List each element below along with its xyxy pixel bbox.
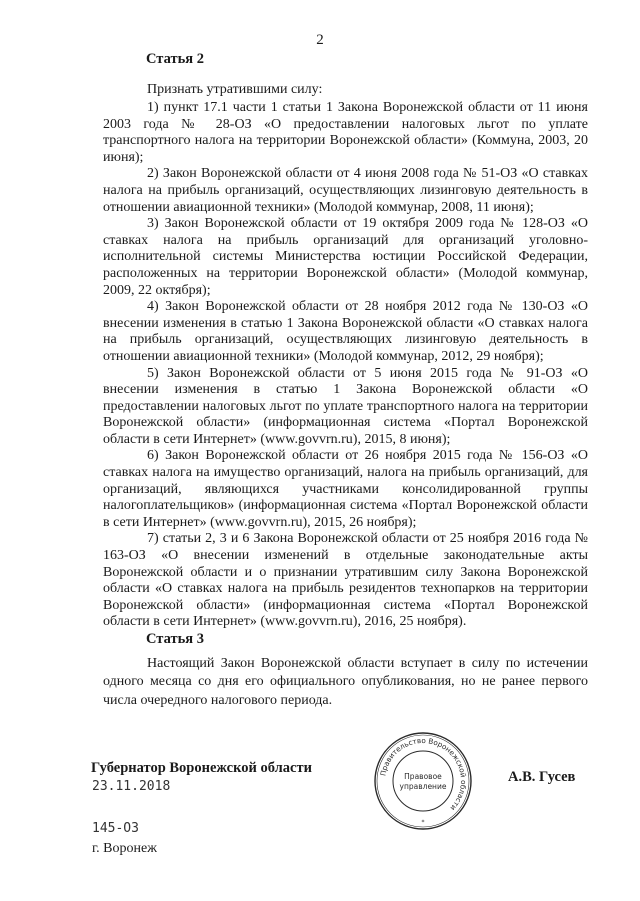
article-2-intro: Признать утратившими силу:: [147, 82, 323, 97]
stamp-outer-ring: [375, 733, 471, 829]
official-stamp: [373, 731, 473, 831]
stamp-inner-ring: [393, 751, 453, 811]
article-2-list: [103, 100, 588, 631]
law-number: 145-ОЗ: [92, 821, 139, 836]
list-item: 6) Закон Воронежской области от 26 ноября 2015 года № 156-ОЗ «О ставках налога на имущество организаций, налога на прибыль организаций, для организаций, являющихся участниками консолидированной группы налогоплательщиков» (информационная система «Портал Воронежской области в сети Интернет» (www.govvrn.ru), 2015, 26 ноября);: [103, 448, 588, 530]
stamp-ring-text: Правительство Воронежской области: [378, 735, 469, 813]
stamp-center-line-1: Правовое: [404, 772, 442, 781]
article-3-text: Настоящий Закон Воронежской области вступает в силу по истечении одного месяца со дня его официального опубликования, но не ранее первого числа очередного налогового периода.: [103, 656, 588, 708]
page-number: 2: [316, 32, 324, 48]
article-2-heading: Статья 2: [146, 51, 204, 67]
signature-city: г. Воронеж: [92, 841, 157, 856]
stamp-outer-ring-inner: [377, 735, 469, 827]
list-item: 2) Закон Воронежской области от 4 июня 2008 года № 51-ОЗ «О ставках налога на прибыль организаций, осуществляющих лизинговую деятельность в отношении авиационной техники» (Молодой коммунар, 2008, 11 июня);: [103, 166, 588, 215]
list-item: 4) Закон Воронежской области от 28 ноября 2012 года № 130-ОЗ «О внесении изменения в статью 1 Закона Воронежской области «О ставках налога на прибыль организаций, осуществляющих лизинговую деятельность в отношении авиационной техники» (Молодой коммунар, 2012, 29 ноября);: [103, 299, 588, 364]
signatory-name: А.В. Гусев: [508, 769, 576, 785]
list-item: 7) статьи 2, 3 и 6 Закона Воронежской области от 25 ноября 2016 года № 163-ОЗ «О внесении изменений в отдельные законодательные акты Воронежской области и о признании утратившим силу Закона Воронежской области «О ставках налога на прибыль резидентов технопарков на территории Воронежской области» (информационная система «Портал Воронежской области в сети Интернет» (www.govvrn.ru), 2016, 25 ноября).: [103, 531, 588, 630]
article-3-heading: Статья 3: [146, 631, 204, 647]
stamp-center-line-2: управление: [399, 782, 447, 791]
list-item: 1) пункт 17.1 части 1 статьи 1 Закона Воронежской области от 11 июня 2003 года № 28-ОЗ «О предоставлении налоговых льгот по уплате транспортного налога на территории Воронежской области» (Коммуна, 2003, 20 июня);: [103, 100, 588, 165]
signature-title: Губернатор Воронежской области: [91, 760, 312, 776]
list-item: 3) Закон Воронежской области от 19 октября 2009 года № 128-ОЗ «О ставках налога на прибыль организаций для организаций уголовно-исполнительной системы Министерства юстиции Российской Федерации, расположенных на территории Воронежской области» (Молодой коммунар, 2009, 22 октября);: [103, 216, 588, 298]
stamp-star-icon: *: [421, 819, 425, 826]
list-item: 5) Закон Воронежской области от 5 июня 2015 года № 91-ОЗ «О внесении изменения в статью 1 Закона Воронежской области «О предоставлении налоговых льгот по уплате транспортного налога на территории Воронежской области» (информационная система «Портал Воронежской области в сети Интернет» (www.govvrn.ru), 2015, 8 июня);: [103, 365, 588, 447]
signature-date: 23.11.2018: [92, 779, 171, 794]
